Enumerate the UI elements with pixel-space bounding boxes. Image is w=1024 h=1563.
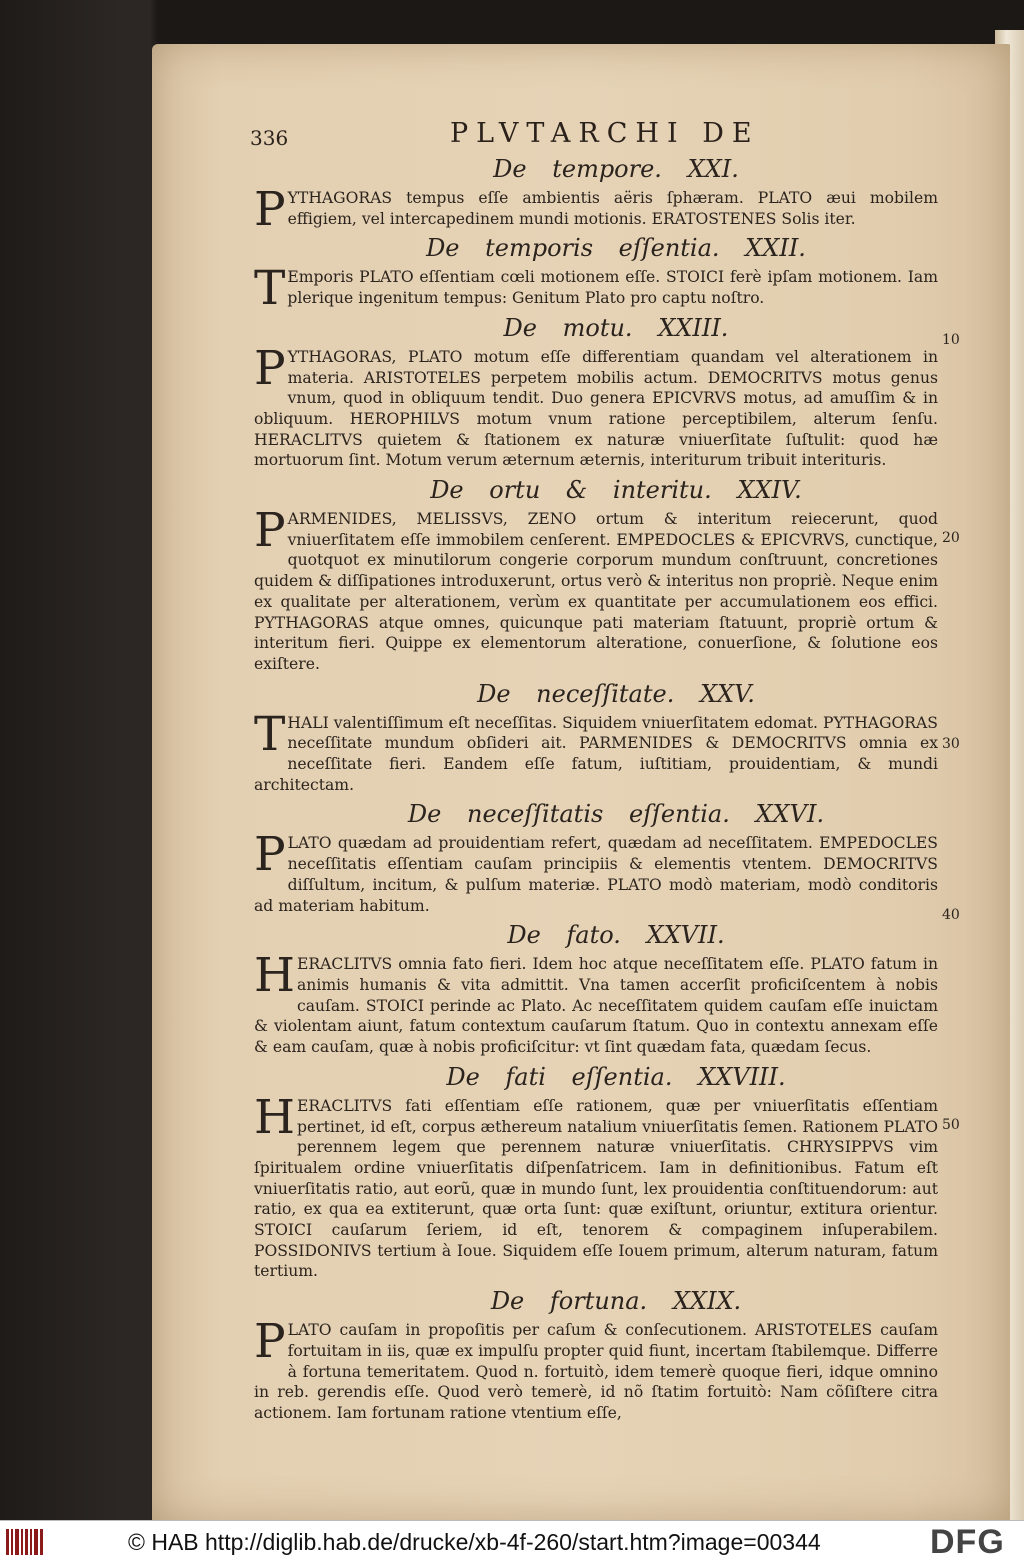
section-title: De neceſſitate. XXV. bbox=[477, 679, 755, 708]
paragraph bbox=[254, 1089, 938, 1282]
barcode-icon bbox=[6, 1529, 44, 1555]
paragraph bbox=[254, 706, 938, 796]
paragraph-text: Emporis PLATO eſſentiam cœli motionem eſſe. STOICI ferè ipſam motionem. Iam plerique ingenitum tempus: Genitum Plato pro captu noſtro. bbox=[287, 268, 938, 308]
drop-initial: P bbox=[254, 340, 286, 396]
drop-initial: T bbox=[254, 706, 286, 762]
margin-number: 30 bbox=[942, 736, 960, 752]
dfg-logo: DFG bbox=[930, 1523, 1005, 1561]
drop-initial: P bbox=[254, 1314, 286, 1370]
credit-link[interactable]: © HAB http://diglib.hab.de/drucke/xb-4f-260/start.htm?image=00344 bbox=[128, 1529, 821, 1555]
drop-initial: P bbox=[254, 182, 286, 237]
margin-number: 20 bbox=[942, 530, 960, 546]
margin-number: 10 bbox=[942, 332, 960, 348]
paragraph bbox=[254, 948, 938, 1058]
margin-number: 40 bbox=[942, 907, 960, 923]
section-title: De neceſſitatis eſſentia. XXVI. bbox=[407, 800, 825, 829]
margin-number: 50 bbox=[942, 1117, 960, 1133]
paragraph-text: ARMENIDES, MELISSVS, ZENO ortum & interitum reiecerunt, quod vniuerſitatem eſſe immobilem cenſerent. EMPEDOCLES & EPICVRVS, cunctique, quotquot ex minutilorum congerie corporum mundum conſtruunt, concretiones quidem & diſſipationes introduxerunt, ortus verò & interitus non propriè. Neque enim ex qualitate per alterationem, verùm ex quantitate per accumulationem eos effici. PYTHAGORAS atque omnes, quicunque pati materiam ſtatuunt, propriè ortum & interitum fieri. Quippe ex elementorum alteratione, conuerſione, & ſolutione eos exiſtere. bbox=[254, 510, 938, 673]
paragraph-text: LATO cauſam in propoſitis per caſum & conſecutionem. ARISTOTELES cauſam fortuitam in iis, quæ ex impulſu propter quid fiunt, incertam ſtabilemque. Differre à fortuna temeritatem. Quod n. fortuitò, idem temerè quoque fieri, idque omnino in reb. gerendis eſſe. Quod verò temerè, id nõ ſtatim fortuitò: Nam cõſiſtere citra actionem. Iam fortunam ratione vtentium eſſe, bbox=[254, 1321, 938, 1422]
paragraph-text: ERACLITVS fati eſſentiam eſſe rationem, quæ per vniuerſitatis eſſentiam pertinet, id eſt, corpus æthereum natalium vniuerſitatis ſemen. Rationem PLATO perennem legem que perennem naturæ vniuerſitatis. CHRYSIPPVS vim ſpiritualem ordine vniuerſitatis diſpenſatricem. Iam in definitionibus. Fatum eſt vniuerſitatis ratio, aut eorũ, quæ in mundo ſunt, lex prouidentia conſtituendorum: aut ratio, ex qua ea extiterunt, quæ orta ſunt: quæ exiſtunt, oriuntur, extitura orientur. STOICI cauſarum ſeriem, id eſt, tenorem & compaginem inſuperabilem. POSSIDONIVS tertium à Ioue. Siquidem eſſe Iouem primum, alterum naturam, fatum tertium. bbox=[254, 1096, 938, 1281]
drop-initial: T bbox=[254, 261, 286, 317]
running-head: PLVTARCHI DE bbox=[450, 118, 760, 149]
paragraph-text: LATO quædam ad prouidentiam refert, quædam ad neceſſitatem. EMPEDOCLES neceſſitatis eſſentiam cauſam principiis & elementis vtentem. DEMOCRITVS diſſultum, incitum, & pulſum materiæ. PLATO modò materiam, modò conditoris ad materiam habitum. bbox=[254, 834, 938, 915]
paragraph-text: HALI valentiſſimum eſt neceſſitas. Siquidem vniuerſitatem edomat. PYTHAGORAS neceſſitate mundum obſideri ait. PARMENIDES & DEMOCRITVS omnia ex neceſſitate fieri. Eandem eſſe fatum, iuſtitiam, prouidentiam, & mundi architectam. bbox=[254, 713, 938, 794]
paragraph bbox=[254, 340, 938, 471]
paragraph bbox=[254, 1314, 938, 1424]
section-title: De fati eſſentia. XXVIII. bbox=[446, 1062, 786, 1091]
drop-initial: P bbox=[254, 827, 286, 883]
section-title: De temporis eſſentia. XXII. bbox=[426, 234, 806, 263]
paragraph bbox=[254, 261, 938, 317]
section-title: De motu. XXIII. bbox=[503, 313, 729, 342]
paragraph bbox=[254, 827, 938, 916]
page-body bbox=[254, 152, 938, 1428]
section-title: De ortu & interitu. XXIV. bbox=[430, 476, 802, 505]
paragraph bbox=[254, 503, 938, 675]
section-title: De fortuna. XXIX. bbox=[490, 1287, 742, 1316]
paragraph-text: ERACLITVS omnia fato fieri. Idem hoc atque neceſſitatem eſſe. PLATO fatum in animis humanis & vita admittit. Vna tamen accerſit proficiſcentem à nobis cauſam. STOICI perinde ac Plato. Ac neceſſitatem quidem cauſam eſſe inuictam & violentam aiunt, fatum contextum cauſarum ſtatum. Quo in contextu annexam eſſe & eam cauſam, quæ à nobis proficiſcitur: vt ſint quædam fata, quædam ſecus. bbox=[254, 955, 938, 1057]
section-title: De tempore. XXI. bbox=[493, 155, 739, 183]
page-header bbox=[250, 118, 950, 152]
page-number: 336 bbox=[250, 126, 289, 150]
drop-initial: P bbox=[254, 503, 286, 559]
drop-initial: H bbox=[254, 1089, 295, 1145]
drop-initial: H bbox=[254, 948, 295, 1004]
paragraph-text: YTHAGORAS tempus eſſe ambientis aëris ſphæram. PLATO æui mobilem effigiem, vel intercapedinem mundi motionis. ERATOSTENES Solis iter. bbox=[287, 189, 938, 228]
paragraph-text: YTHAGORAS, PLATO motum eſſe differentiam quandam vel alterationem in materia. ARISTOTELES perpetem mobilis actum. DEMOCRITVS motus genus vnum, quod in obliquum tendit. Duo genera EPICVRVS motus, ad amuſſim & in obliquum. HEROPHILVS motum vnum ratione perceptibilem, alterum ſenſu. HERACLITVS quietem & ſtationem ex naturæ vniuerſitate ſuſtulit: quod hæ mortuorum ſint. Motum verum æternum æternis, interiturum tribuit interituris. bbox=[254, 347, 938, 470]
paragraph bbox=[254, 182, 938, 237]
viewer-footer bbox=[0, 1520, 1024, 1563]
section-title: De fato. XXVII. bbox=[507, 921, 725, 950]
